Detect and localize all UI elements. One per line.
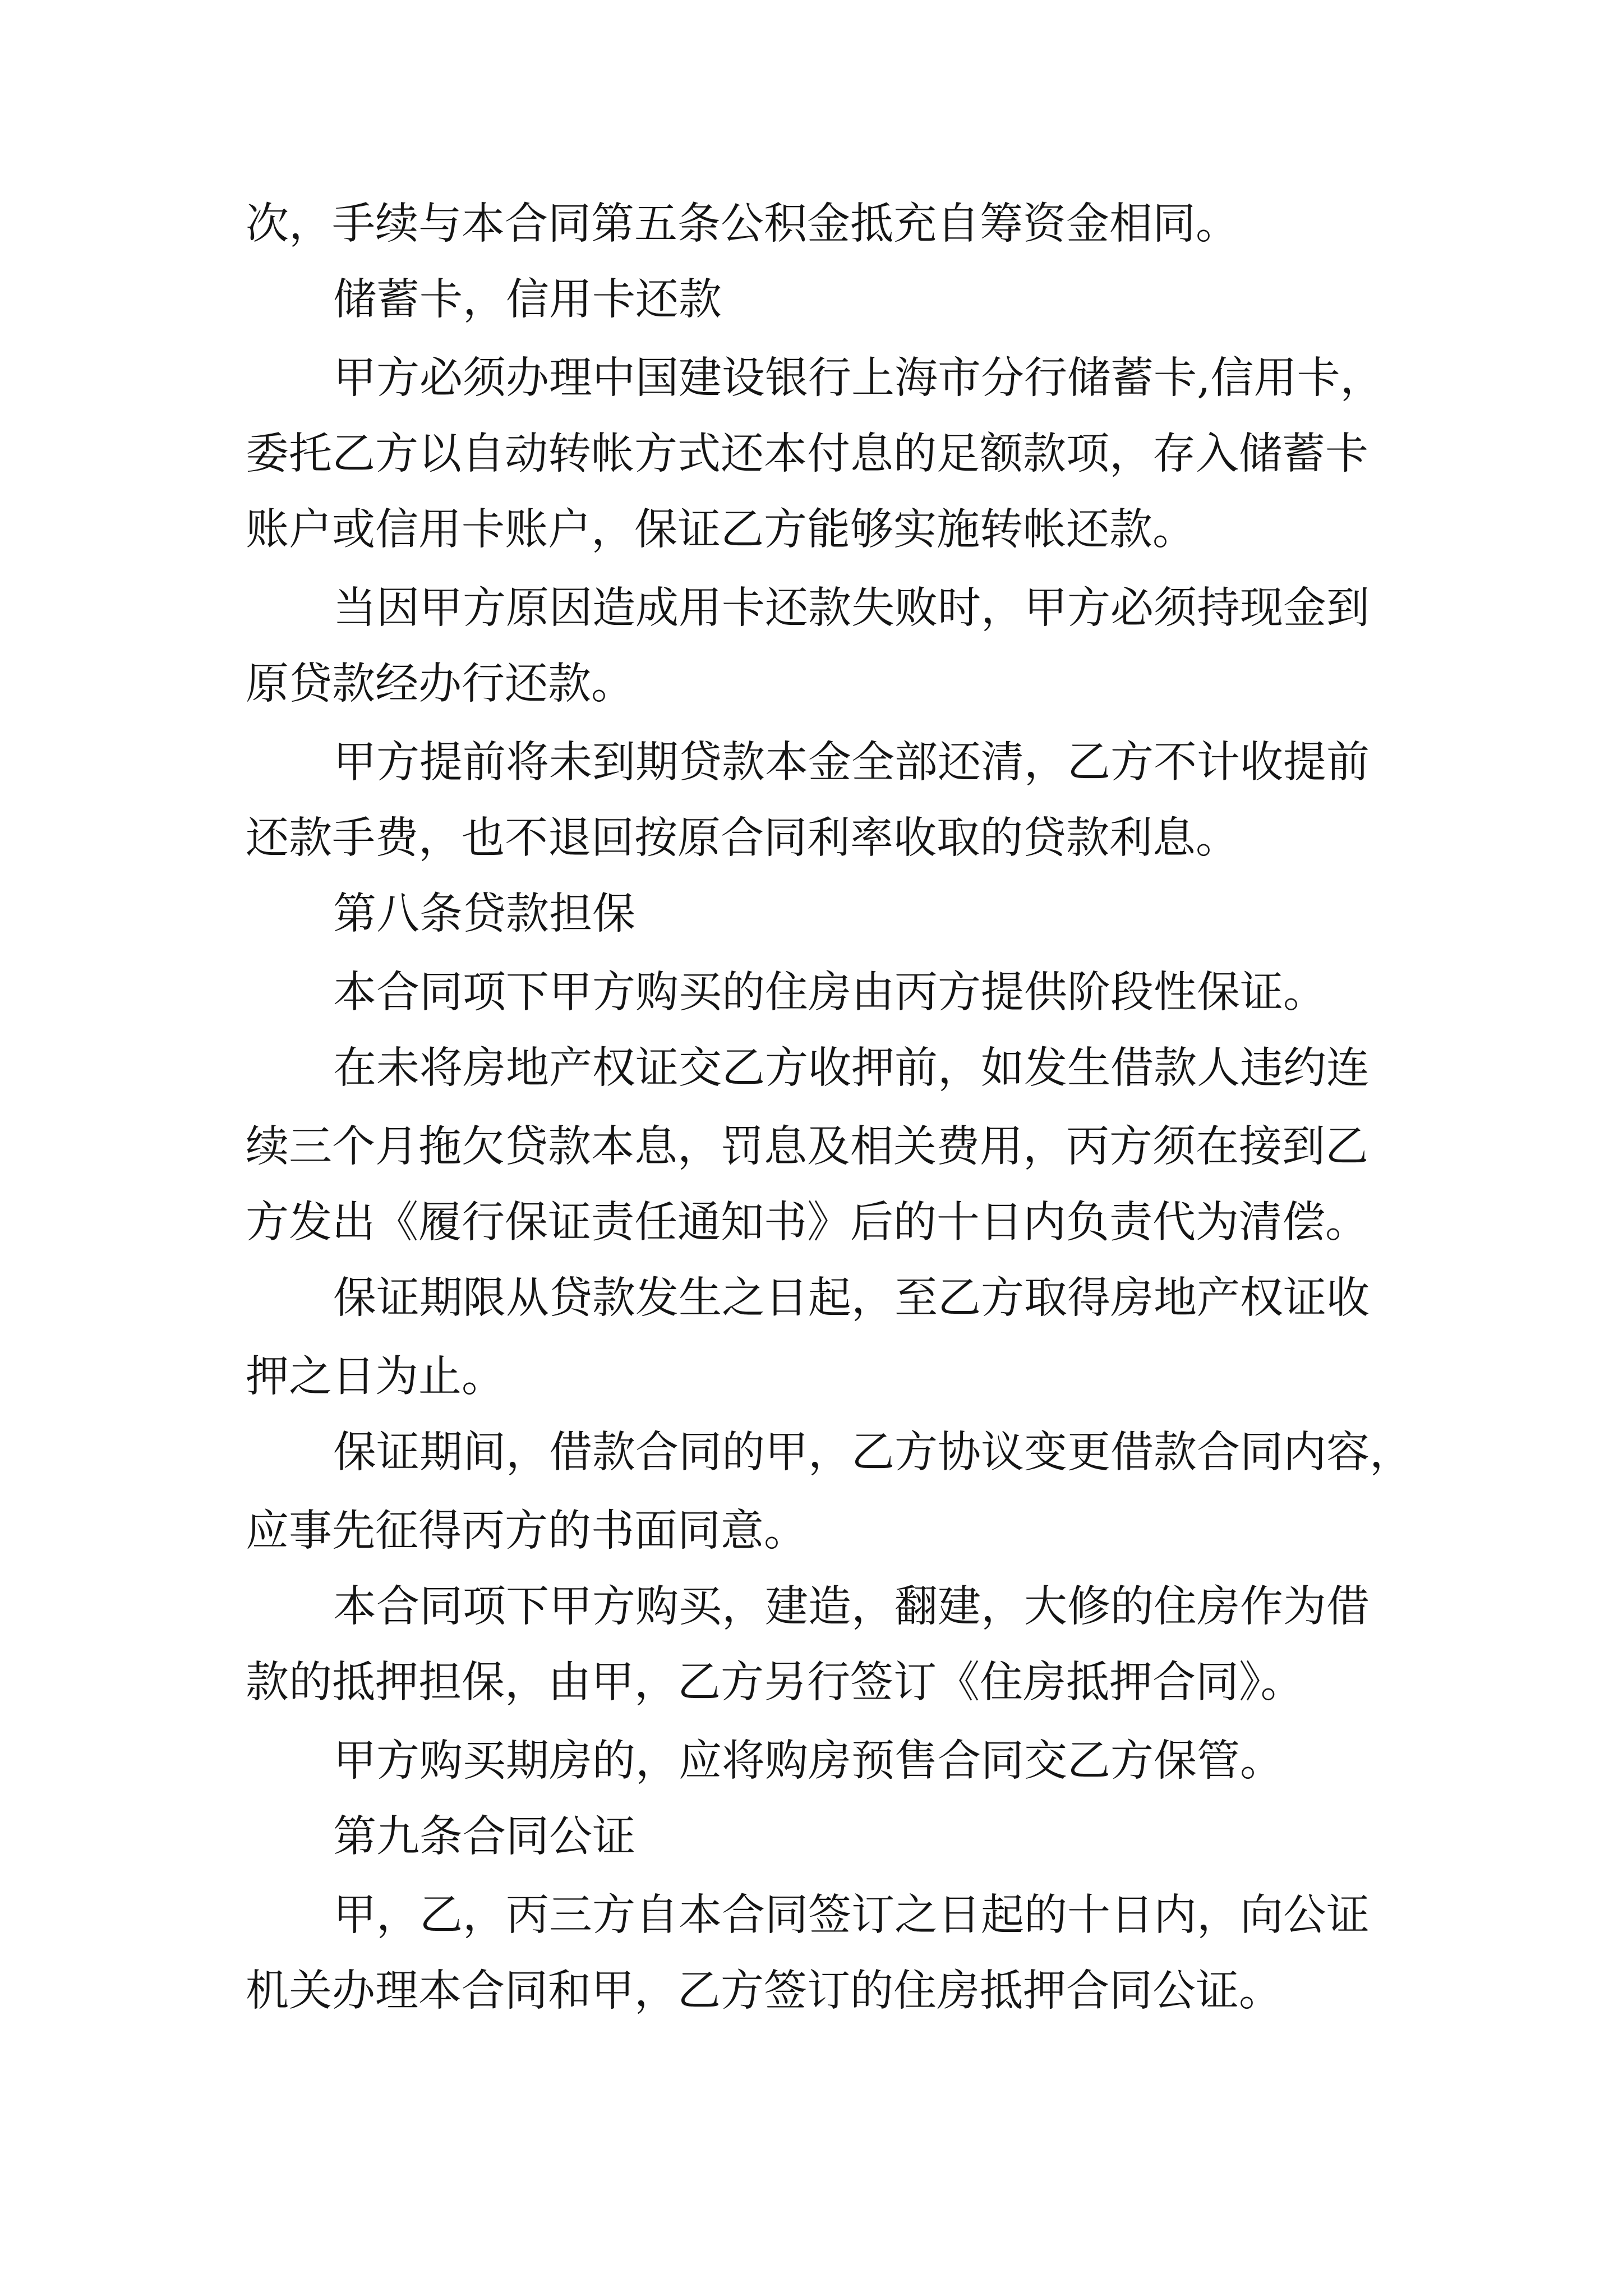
text-line: 本合同项下甲方购买，建造，翻建，大修的住房作为借 bbox=[333, 1582, 1370, 1632]
text-line: 甲方提前将未到期贷款本金全部还清，乙方不计收提前 bbox=[333, 738, 1370, 788]
text-line: 还款手费，也不退回按原合同利率收取的贷款利息。 bbox=[246, 813, 1239, 863]
text-line: 甲方购买期房的，应将购房预售合同交乙方保管。 bbox=[333, 1736, 1283, 1786]
text-line: 甲，乙，丙三方自本合同签订之日起的十日内，向公证 bbox=[333, 1890, 1370, 1940]
text-line: 续三个月拖欠贷款本息，罚息及相关费用，丙方须在接到乙 bbox=[246, 1122, 1368, 1172]
text-line: 当因甲方原因造成用卡还款失败时，甲方必须持现金到 bbox=[333, 583, 1370, 633]
section-heading: 第八条贷款担保 bbox=[333, 889, 635, 939]
text-line: 在未将房地产权证交乙方收押前，如发生借款人违约连 bbox=[333, 1043, 1370, 1093]
text-line: 保证期限从贷款发生之日起，至乙方取得房地产权证收 bbox=[333, 1273, 1370, 1323]
text-line: 款的抵押担保，由甲，乙方另行签订《住房抵押合同》。 bbox=[246, 1658, 1304, 1708]
text-line: 委托乙方以自动转帐方式还本付息的足额款项，存入储蓄卡 bbox=[246, 429, 1368, 479]
text-line: 甲方必须办理中国建设银行上海市分行储蓄卡,信用卡， bbox=[333, 353, 1384, 403]
text-line: 储蓄卡，信用卡还款 bbox=[333, 275, 722, 325]
text-line: 押之日为止。 bbox=[246, 1352, 505, 1402]
section-heading: 第九条合同公证 bbox=[333, 1812, 635, 1862]
text-line: 原贷款经办行还款。 bbox=[246, 659, 634, 709]
text-line: 账户或信用卡账户，保证乙方能够实施转帐还款。 bbox=[246, 505, 1196, 555]
text-line: 机关办理本合同和甲，乙方签订的住房抵押合同公证。 bbox=[246, 1966, 1282, 2016]
text-line: 保证期间，借款合同的甲，乙方协议变更借款合同内容， bbox=[333, 1428, 1413, 1478]
text-line: 方发出《履行保证责任通知书》后的十日内负责代为清偿。 bbox=[246, 1198, 1368, 1248]
text-line: 应事先征得丙方的书面同意。 bbox=[246, 1506, 807, 1556]
text-line: 本合同项下甲方购买的住房由丙方提供阶段性保证。 bbox=[333, 968, 1326, 1018]
text-line: 次，手续与本合同第五条公积金抵充自筹资金相同。 bbox=[246, 199, 1239, 249]
